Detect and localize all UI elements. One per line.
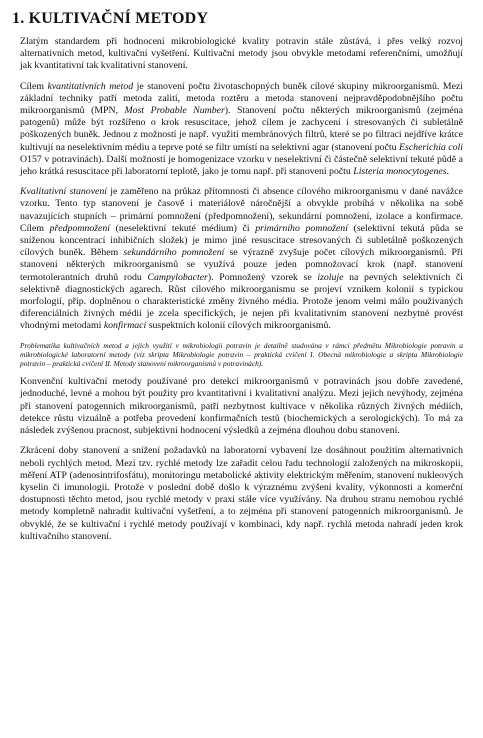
- term-e-coli: Escherichia coli: [399, 141, 464, 153]
- paragraph-qualitative: [20, 186, 463, 332]
- paragraph-gap: [20, 178, 463, 186]
- term-confirmation: konfirmaci: [103, 320, 147, 332]
- term-quantitative-methods: kvantitativních metod: [47, 80, 134, 92]
- term-campylobacter: Campylobacter: [147, 271, 208, 283]
- text-run: je zaměřeno na průkaz přítomnosti či absence cílového mikroorganismu v dané navážce vzorku. Tento typ stanovení je časově i materiálově náročnější a obvykle probíhá v několika na sobě navazujících stupních – primární pomnožení (předpomnožení), sekundární pomnožení, izolace a konfirmace. Cílem: [20, 186, 463, 234]
- paragraph-gap: [20, 437, 463, 445]
- text-run: (selektivní tekutá půda se sníženou koncentrací inhibičních složek) je mimo jiné resuscitace stresovaných či subletálně poškozených cílových buněk. Během: [20, 222, 463, 259]
- term-listeria: Listeria monocytogenes: [353, 166, 447, 178]
- text-run: Cílem: [20, 80, 48, 92]
- text-run: suspektních kolonií cílových mikroorganismů.: [146, 320, 331, 332]
- paragraph-gap: [20, 333, 463, 341]
- paragraph-intro: Zlatým standardem při hodnocení mikrobiologické kvality potravin stále zůstává, i přes velký rozvoj alternativních metod, kultivační vyšetření. Kultivační metody jsou obvykle metodami referenčními, umožňují jak kvantitativní tak kvalitativní stanovení.: [20, 36, 463, 72]
- text-run: O157 v potravinách). Další možností je homogenizace vzorku v neselektivní či částečně selektivní tekuté půdě a jeho krátká resuscitace při laboratorní teplotě, jako je tomu např. při stanovení počtu: [20, 153, 463, 178]
- study-note: Problematika kultivačních metod a jejich využití v mikrobiologii potravin je detailně studována v rámci předmětu Mikrobiologie potravin a mikrobiologické laboratorní metody (viz skripta Mikrobiologie potravin – praktická cvičení I. Obecná mikrobiologie a skripta Mikrobiologie potravin – praktická cvičení II. Metody stanovení mikroorganismů v potravinách).: [20, 340, 463, 369]
- term-primary-enrichment: primárního pomnožení: [255, 222, 348, 234]
- text-run: na pevných selektivních či selektivně diagnostických agarech. Růst cílového mikroorganismu se projeví vznikem kolonií s typickou morfologií, příp. doplněnou o charakteristické změny živného média. Protože jenom velmi málo používaných diferenciálních živných médií je zcela specifických, je nejen při kvalitativním stanovení nezbytné provést vhodnými metodami: [20, 271, 463, 332]
- text-run: ). Pomnožený vzorek se: [207, 271, 318, 283]
- section-heading: 1. KULTIVAČNÍ METODY: [12, 10, 209, 27]
- term-qualitative: Kvalitativní stanovení: [20, 186, 108, 198]
- paragraph-gap: [20, 73, 463, 81]
- text-run: ). Stanovení počtu některých mikroorganismů (zejména patogenů) může být rozšířeno o krok resuscitace, jehož cílem je zachycení i stresovaných či subletálně poškozených buněk. Jednou z možností je např. využití membránových filtrů, které se po filtraci nejdříve krátce kultivují na neselektivním médiu a teprve poté se filtr umístí na selektivní agar (stanovení počtu: [20, 105, 463, 153]
- term-isolation: izoluje: [317, 271, 344, 283]
- paragraph-quantitative: [20, 81, 463, 179]
- term-secondary-enrichment: sekundárního pomnožení: [123, 247, 225, 259]
- paragraph-conventional: Konvenční kultivační metody používané pro detekci mikroorganismů v potravinách jsou dobře zavedené, jednoduché, levné a mohou být použity pro kvantitativní i kvalitativní analýzu. Mezi jejich nevýhody, zejména při stanovení patogenních mikroorganismů, patří nezbytnost kultivace v několika různých živných médiích, detekce růstu vizuálně a potřeba provedení konfirmačních testů (biochemických a serologických). To má za následek zvýšenou pracnost, subjektivní hodnocení výsledků a zejména dlouhou dobu stanovení.: [20, 376, 463, 437]
- paragraph-gap: [20, 368, 463, 376]
- text-run: (neselektivní tekuté médium) či: [110, 222, 256, 234]
- text-run: se výrazně zvyšuje počet cílových mikroorganismů. Při stanovení některých mikroorganismů se využívá pouze jeden pomnožovací krok (např. stanovení termotolerantních druhů rodu: [20, 247, 463, 283]
- term-mpn: Most Probable Number: [124, 105, 225, 117]
- text-run: .: [446, 166, 450, 178]
- term-pre-enrichment: předpomnožení: [49, 222, 111, 234]
- text-run: je stanovení počtu životaschopných buněk cílové skupiny mikroorganismů. Mezi základní techniky patří metoda zalití, metoda roztěru a metoda stanovení nejpravděpodobnějšího počtu mikroorganismů (MPN,: [20, 80, 463, 117]
- paragraph-rapid-methods: Zkrácení doby stanovení a snížení požadavků na laboratorní vybavení lze dosáhnout použitím alternativních neboli rychlých metod. Mezi tzv. rychlé metody lze zařadit celou řadu technologií založených na mikroskopii, měření ATP (adenosintrifosfátu), monitoringu metabolické aktivity elektrickým měřením, stanovení nukleových kyselin či imunologii. Protože v poslední době došlo k výraznému zvýšení kvality, výkonnosti a komerční dostupnosti těchto metod, jsou rychlé metody v praxi stále více využívány. Na druhou stranu nemohou rychlé metody kompletně nahradit kultivační vyšetření, a to zejména při stanovení patogenních mikroorganismů. Je obvyklé, že se kultivační i rychlé metody používají v kombinaci, kdy např. rychlá metoda nahradí jeden krok kultivačního stanovení.: [20, 445, 463, 542]
